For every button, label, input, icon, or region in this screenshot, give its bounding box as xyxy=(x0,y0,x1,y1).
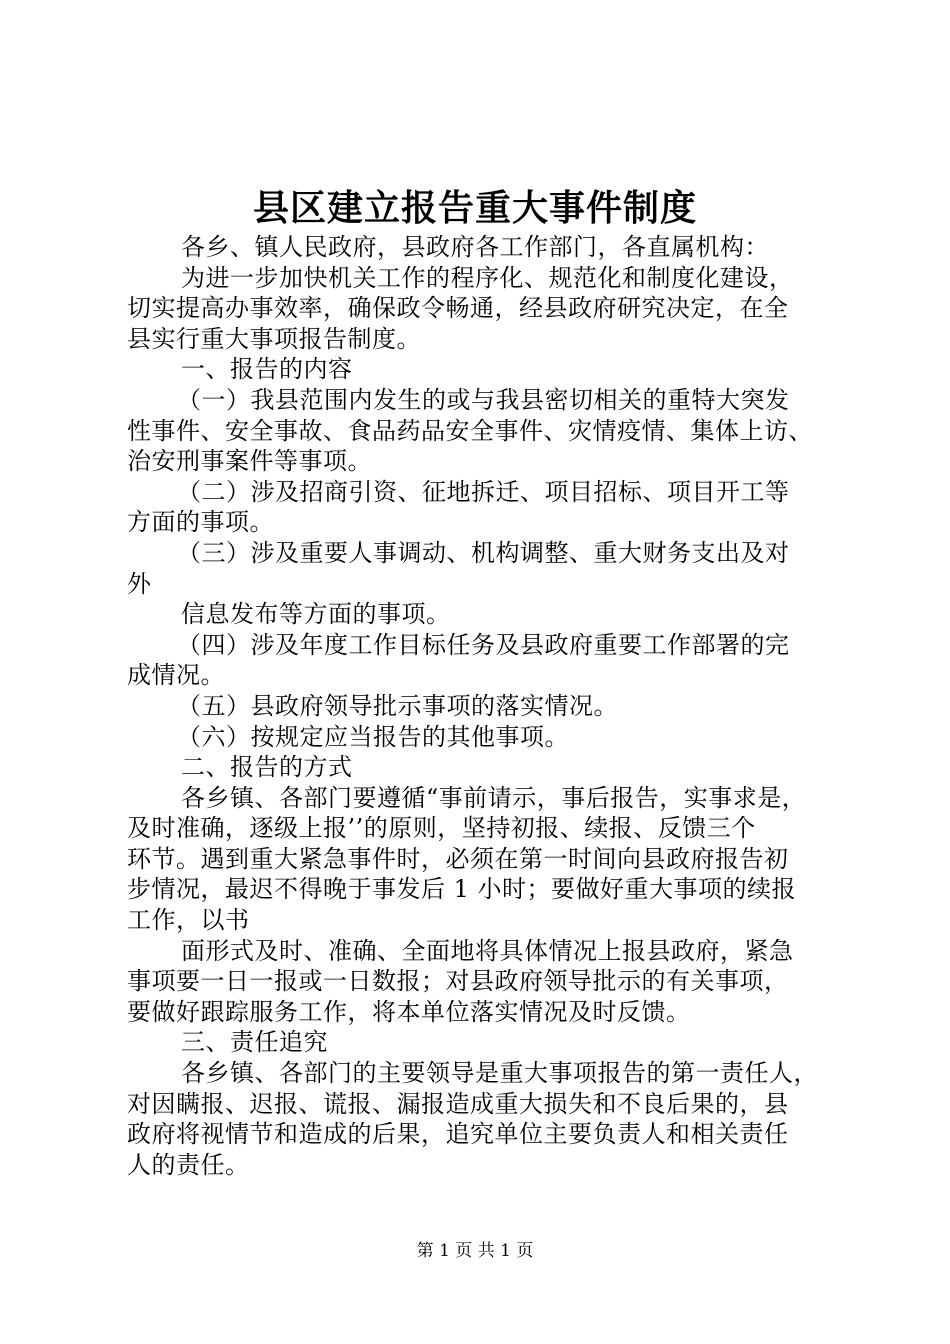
body-line: （三）涉及重要人事调动、机构调整、重大财务支出及对 xyxy=(177,538,790,567)
page-footer: 第 1 页 共 1 页 xyxy=(416,1241,534,1261)
body-line: 县实行重大事项报告制度。 xyxy=(127,324,421,353)
body-line: 工作，以书 xyxy=(127,906,250,935)
section-heading: 三、责任追究 xyxy=(181,1028,328,1057)
body-line: 性事件、安全事故、食品药品安全事件、灾情疫情、集体上访、 xyxy=(127,416,813,445)
body-line: 及时准确，逐级上报’’的原则，坚持初报、续报、反馈三个 xyxy=(127,814,756,843)
body-line: 外 xyxy=(127,569,152,598)
body-line: 政府将视情节和造成的后果，追究单位主要负责人和相关责任 xyxy=(127,1120,789,1149)
body-line: 治安刑事案件等事项。 xyxy=(127,447,372,476)
body-line: （二）涉及招商引资、征地拆迁、项目招标、项目开工等 xyxy=(177,477,790,506)
body-line: 面形式及时、准确、全面地将具体情况上报县政府，紧急 xyxy=(181,936,794,965)
body-line: （一）我县范围内发生的或与我县密切相关的重特大突发 xyxy=(177,385,790,414)
body-line: （五）县政府领导批示事项的落实情况。 xyxy=(177,691,618,720)
body-line: 方面的事项。 xyxy=(127,508,274,537)
body-line: 步情况，最迟不得晚于事发后 1 小时；要做好重大事项的续报 xyxy=(127,875,797,904)
body-line: 切实提高办事效率，确保政令畅通，经县政府研究决定，在全 xyxy=(127,294,789,323)
section-heading: 一、报告的内容 xyxy=(181,355,353,384)
body-line: 要做好跟踪服务工作，将本单位落实情况及时反馈。 xyxy=(127,997,691,1026)
body-line: 对因瞒报、迟报、谎报、漏报造成重大损失和不良后果的，县 xyxy=(127,1089,789,1118)
body-line: 各乡镇、各部门的主要领导是重大事项报告的第一责任人， xyxy=(181,1059,818,1088)
body-line: 成情况。 xyxy=(127,661,225,690)
document-title: 县区建立报告重大事件制度 xyxy=(252,187,697,229)
section-heading: 二、报告的方式 xyxy=(181,753,353,782)
body-line: 为进一步加快机关工作的程序化、规范化和制度化建设， xyxy=(181,263,794,292)
body-line: 信息发布等方面的事项。 xyxy=(181,600,451,629)
body-line: （六）按规定应当报告的其他事项。 xyxy=(177,722,569,751)
body-line: 事项要一日一报或一日数报；对县政府领导批示的有关事项， xyxy=(127,967,789,996)
salutation-line: 各乡、镇人民政府，县政府各工作部门，各直属机构： xyxy=(181,233,769,261)
body-line: （四）涉及年度工作目标任务及县政府重要工作部署的完 xyxy=(177,630,790,659)
document-body xyxy=(127,232,837,1180)
body-line: 各乡镇、各部门要遵循“事前请示，事后报告，实事求是， xyxy=(181,783,807,812)
body-line: 人的责任。 xyxy=(127,1150,250,1179)
body-line: 环节。遇到重大紧急事件时，必须在第一时间向县政府报告初 xyxy=(127,844,789,873)
